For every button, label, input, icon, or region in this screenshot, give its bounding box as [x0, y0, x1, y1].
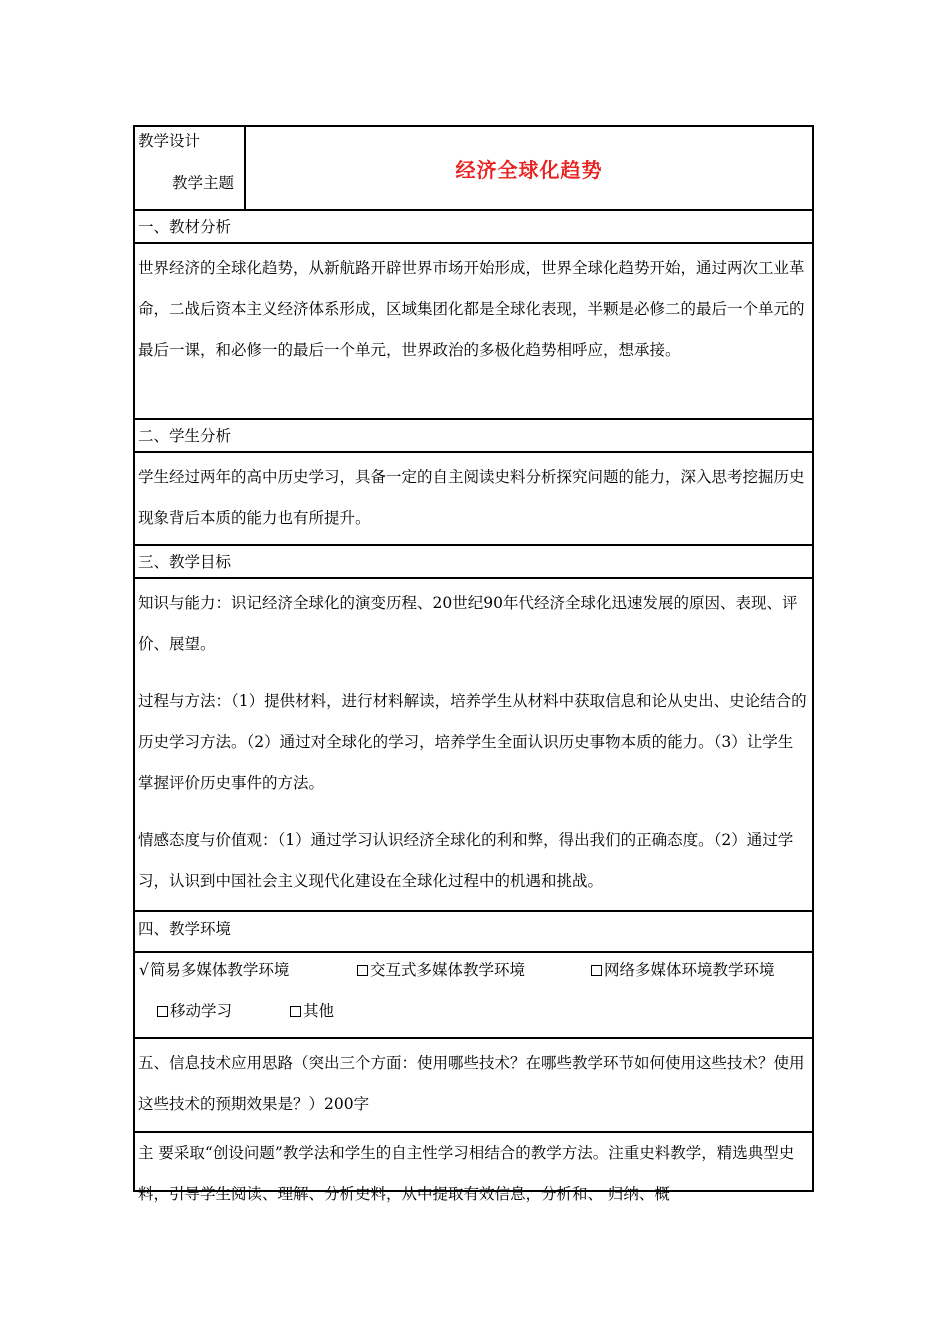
students-body-cell — [135, 451, 812, 544]
check-mark-icon: √ — [139, 961, 149, 979]
env-option-label: 交互式多媒体教学环境 — [370, 961, 526, 979]
material-body: 世界经济的全球化趋势，从新航路开辟世界市场开始形成，世界全球化趋势开始，通过两次工业革命，二战后资本主义经济体系形成，区域集团化都是全球化表现，半颗是必修二的最后一个单元的最后一课，和必修一的最后一个单元，世界政治的多极化趋势相呼应，想承接。 — [138, 259, 805, 359]
environment-heading: 四、教学环境 — [138, 920, 232, 938]
topic-label: 教学主题 — [172, 174, 235, 192]
env-option-label: 移动学习 — [170, 1002, 233, 1020]
it-body-cell — [135, 1131, 812, 1203]
env-option-label: 其他 — [303, 1002, 335, 1020]
goals-process: 过程与方法：（1）提供材料，进行材料解读，培养学生从材料中获取信息和论从史出、史论结合的历史学习方法。（2）通过对全球化的学习，培养学生全面认识历史事物本质的能力。（3）让学生掌握评价历史事件的方法。 — [138, 692, 807, 792]
section-heading-environment — [135, 910, 812, 951]
env-option-simple-multimedia[interactable] — [139, 959, 289, 981]
design-label: 教学设计 — [138, 132, 201, 150]
checkbox-icon — [591, 965, 602, 976]
it-body: 主 要采取“创设问题”教学法和学生的自主性学习相结合的教学方法。注重史料教学，精选典型史料，引导学生阅读、理解、分析史料，从中提取有效信息，分析和、 归纳、概 — [138, 1144, 795, 1203]
goals-knowledge: 知识与能力：识记经济全球化的演变历程、20世纪90年代经济全球化迅速发展的原因、表现、评价、展望。 — [138, 594, 798, 653]
header-label-cell — [135, 127, 246, 209]
material-body-cell — [135, 242, 812, 418]
env-option-mobile-learning[interactable] — [157, 1000, 232, 1022]
section-heading-it — [135, 1037, 812, 1131]
env-option-label: 简易多媒体教学环境 — [149, 961, 290, 979]
section-heading-goals — [135, 544, 812, 577]
goals-body-cell — [135, 577, 812, 910]
env-option-network-multimedia[interactable] — [591, 959, 775, 981]
it-heading: 五、信息技术应用思路（突出三个方面：使用哪些技术？在哪些教学环节如何使用这些技术？使用这些技术的预期效果是？）200字 — [138, 1054, 805, 1113]
lesson-plan-table — [133, 125, 814, 1203]
checkbox-icon — [357, 965, 368, 976]
section-heading-material — [135, 209, 812, 242]
students-heading: 二、学生分析 — [138, 427, 232, 445]
material-heading: 一、教材分析 — [138, 218, 232, 236]
section-heading-students — [135, 418, 812, 451]
students-body: 学生经过两年的高中历史学习，具备一定的自主阅读史料分析探究问题的能力，深入思考挖掘历史现象背后本质的能力也有所提升。 — [138, 468, 805, 527]
environment-options-cell — [135, 951, 812, 1037]
page-title: 经济全球化趋势 — [455, 157, 603, 182]
checkbox-icon — [290, 1006, 301, 1017]
goals-heading: 三、教学目标 — [138, 553, 232, 571]
goals-emotion: 情感态度与价值观：（1）通过学习认识经济全球化的利和弊，得出我们的正确态度。（2）通过学习，认识到中国社会主义现代化建设在全球化过程中的机遇和挑战。 — [138, 831, 794, 890]
header-row — [135, 127, 812, 209]
env-option-label: 网络多媒体环境教学环境 — [604, 961, 775, 979]
env-option-other[interactable] — [290, 1000, 334, 1022]
checkbox-icon — [157, 1006, 168, 1017]
env-option-interactive-multimedia[interactable] — [357, 959, 525, 981]
